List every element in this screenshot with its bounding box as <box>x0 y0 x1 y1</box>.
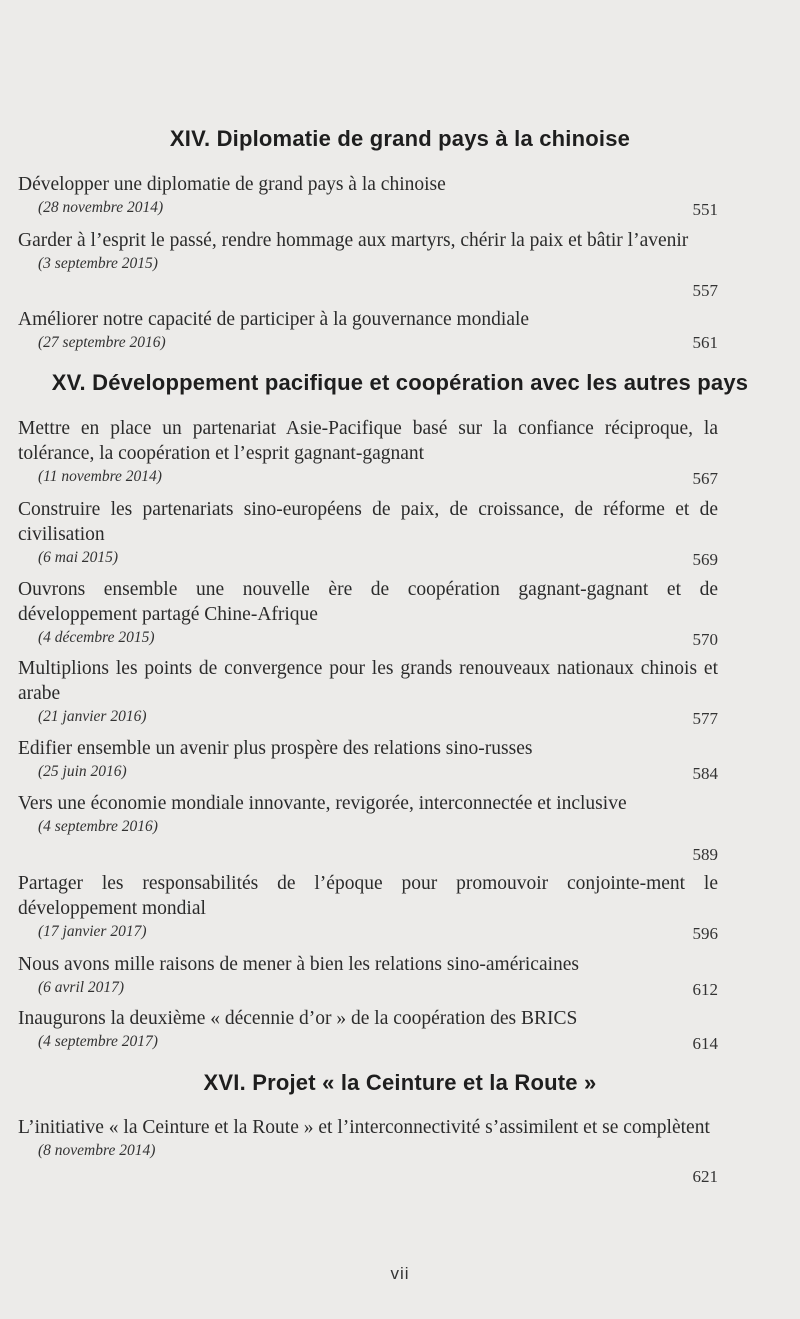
entry-date: (25 juin 2016) <box>38 763 127 780</box>
entry-title: Développer une diplomatie de grand pays à la chinoise <box>18 174 446 195</box>
toc-entry <box>18 736 718 783</box>
entry-page-number: 570 <box>692 630 718 649</box>
entry-date: (3 septembre 2015) <box>38 255 158 272</box>
entry-title: Améliorer notre capacité de participer à la gouvernance mondiale <box>18 309 530 330</box>
entry-date: (4 septembre 2016) <box>38 818 158 835</box>
toc-entry <box>18 577 718 649</box>
entry-date: (28 novembre 2014) <box>38 199 164 216</box>
entry-page-number: 567 <box>692 469 718 488</box>
entry-title: Mettre en place un partenariat Asie-Pacifique basé sur la confiance réciproque, la tolérance, la coopération et l’esprit gagnant-gagnant <box>18 418 718 464</box>
entry-title: L’initiative « la Ceinture et la Route » et l’interconnectivité s’assimilent et se complètent <box>18 1117 710 1138</box>
page-folio: vii <box>390 1264 410 1283</box>
section-title-xv: XV. Développement pacifique et coopération avec les autres pays <box>51 370 749 395</box>
entry-title: Ouvrons ensemble une nouvelle ère de coopération gagnant-gagnant et de développement partagé Chine-Afrique <box>18 579 718 625</box>
entry-page-number: 569 <box>692 550 718 569</box>
entry-title: Nous avons mille raisons de mener à bien les relations sino-américaines <box>18 954 580 975</box>
toc-entry <box>18 307 718 354</box>
section-title-xiv: XIV. Diplomatie de grand pays à la chinoise <box>169 126 631 151</box>
entry-date: (4 septembre 2017) <box>38 1033 158 1050</box>
entry-date: (6 avril 2017) <box>38 979 125 996</box>
entry-date: (6 mai 2015) <box>38 549 119 566</box>
entry-page-number: 577 <box>692 709 718 728</box>
entry-page-number: 589 <box>692 845 718 864</box>
entry-page-number: 584 <box>692 764 718 783</box>
entry-date: (8 novembre 2014) <box>38 1142 156 1159</box>
toc-entry <box>18 1006 718 1053</box>
toc-entry <box>18 656 718 728</box>
toc-entry <box>18 416 718 488</box>
entry-title: Vers une économie mondiale innovante, revigorée, interconnectée et inclusive <box>18 793 627 814</box>
entry-page-number: 612 <box>692 980 718 999</box>
entry-date: (27 septembre 2016) <box>38 334 166 351</box>
toc-entry <box>18 1115 718 1186</box>
toc-entry <box>18 228 718 300</box>
entry-page-number: 557 <box>692 281 718 300</box>
entry-page-number: 551 <box>692 200 718 219</box>
entry-page-number: 614 <box>692 1034 718 1053</box>
section-title-xvi: XVI. Projet « la Ceinture et la Route » <box>203 1070 597 1095</box>
entry-page-number: 561 <box>692 333 718 352</box>
toc-entry <box>18 497 718 569</box>
toc-entry <box>18 952 718 999</box>
entry-page-number: 621 <box>692 1167 718 1186</box>
entry-date: (17 janvier 2017) <box>38 923 147 940</box>
entry-title: Garder à l’esprit le passé, rendre hommage aux martyrs, chérir la paix et bâtir l’avenir <box>18 230 689 251</box>
entry-title: Inaugurons la deuxième « décennie d’or » de la coopération des BRICS <box>18 1008 578 1029</box>
entry-date: (11 novembre 2014) <box>38 468 162 485</box>
entry-page-number: 596 <box>692 924 718 943</box>
entry-title: Construire les partenariats sino-européens de paix, de croissance, de réforme et de civilisation <box>18 499 718 545</box>
entry-title: Multiplions les points de convergence pour les grands renouveaux nationaux chinois et arabe <box>18 658 718 704</box>
entry-title: Edifier ensemble un avenir plus prospère des relations sino-russes <box>18 738 533 759</box>
toc-entry <box>18 172 718 219</box>
entry-title: Partager les responsabilités de l’époque pour promouvoir conjointe-ment le développement mondial <box>18 873 718 919</box>
entry-date: (21 janvier 2016) <box>38 708 147 725</box>
toc-entry <box>18 871 718 943</box>
entry-date: (4 décembre 2015) <box>38 629 155 646</box>
toc-entry <box>18 791 718 864</box>
